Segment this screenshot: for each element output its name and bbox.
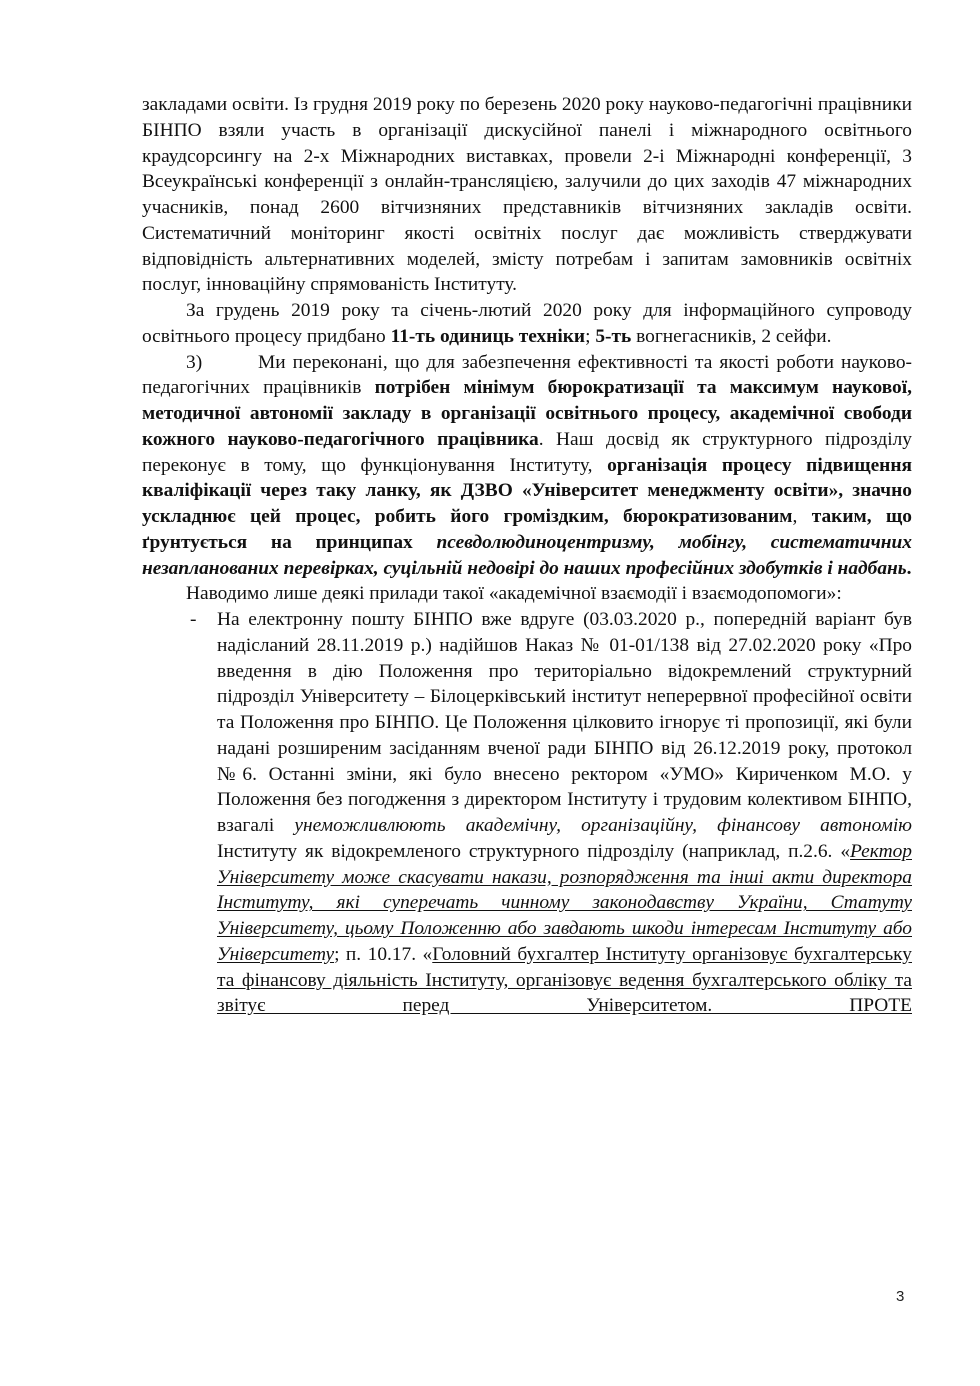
paragraph-number: 3)	[186, 351, 203, 373]
text: Ми переконані, що для забезпечення ефективності та якості роботи науково-педагогічних працівників	[142, 351, 912, 399]
bold-text: потрібен мінімум бюрократизації та максимум наукової, методичної автономії закладу в організації освітнього процесу, академічної свободи кожного науково-педагогічного працівника	[142, 377, 912, 450]
bold-text: таким, що ґрунтується на принципах	[142, 506, 912, 553]
bold-text: 5-ть	[595, 325, 632, 347]
bold-text: організація процесу підвищення кваліфікації через таку ланку, як ДЗВО «Університет менеджменту освіти», значно ускладнює цей процес, робить його громіздким, бюрократизованим	[142, 454, 913, 527]
paragraph-equipment	[142, 298, 912, 350]
list-item	[142, 607, 912, 1019]
document-page	[142, 92, 912, 1019]
text: Інституту як відокремленого структурного підрозділу (наприклад, п.2.6. «	[217, 840, 851, 862]
text: вогнегасників, 2 сейфи.	[631, 325, 832, 347]
italic-text: Ректор Університету може скасувати накази, розпорядження та інші акти директора Інституту, які суперечать чинному законодавству України, Статуту Університету, цьому Положенню або завдають шкоди інтересам Інституту або Університету	[217, 840, 912, 965]
italic-text: унеможливлюють академічну, організаційну, фінансову автономію	[294, 815, 912, 836]
page-number: 3	[896, 1288, 905, 1305]
text: ,	[792, 506, 812, 527]
paragraph-examples-intro: Наводимо лише деякі прилади такої «академічної взаємодії і взаємодопомоги»:	[186, 583, 842, 605]
bold-text: .	[906, 557, 912, 579]
text: На електронну пошту БІНПО вже вдруге (03.03.2020 р., попередній варіант був надісланий 28.11.2019 р.) надійшов Наказ № 01-01/138 від 27.02.2020 року «Про введення в дію Положення про територіально відокремлений структурний підрозділ Університету – Білоцерківський інститут неперервної професійної освіти та Положення про БІНПО. Це Положення цілковито ігнорує ті пропозиції, які були надані розширеним засіданням вченої ради БІНПО від 26.12.2019 року, протокол №6. Останні зміни, які було внесено ректором «УМО» Кириченком М.О. у Положення без погодження з директором Інституту і трудовим колективом БІНПО, взагалі	[217, 609, 912, 836]
bold-text: 11-ть одиниць техніки	[390, 325, 586, 347]
text: ; п. 10.17. «	[334, 943, 433, 965]
paragraph-events: закладами освіти. Із грудня 2019 року по березень 2020 року науково-педагогічні працівники БІНПО взяли участь в організації дискусійної панелі і міжнародного освітнього краудсорсингу на 2-х Міжнародних виставках, провели 2-і Міжнародні конференції, 3 Всеукраїнські конференції з онлайн-трансляцією, залучили до цих заходів 47 міжнародних учасників, понад 2600 вітчизняних представників вітчизняних закладів освіти. Систематичний моніторинг якості освітніх послуг дає можливість стверджувати відповідність альтернативних моделей, змісту потребам і запитам замовників освітніх послуг, інноваційну спрямованість Інституту.	[142, 94, 912, 296]
text: За грудень 2019 року та січень-лютий 2020 року для інформаційного супроводу освітнього процесу придбано	[142, 300, 912, 347]
underlined-quote: Головний бухгалтер Інституту організовує бухгалтерську та фінансову діяльність Інституту, організовує ведення бухгалтерського обліку та звітує перед Університетом. ПРОТЕ	[217, 943, 912, 1017]
text: . Наш досвід як структурного підрозділу переконує в тому, що функціонування Інституту,	[142, 428, 912, 476]
text: ;	[585, 325, 596, 347]
list-bullet: -	[190, 609, 197, 630]
paragraph-numbered-3	[142, 350, 912, 582]
italic-text: псевдолюдиноцентризму, мобінгу, систематичних незапланованих перевірках, суцільній недовірі до наших професійних здобутків і надбань	[142, 531, 913, 579]
